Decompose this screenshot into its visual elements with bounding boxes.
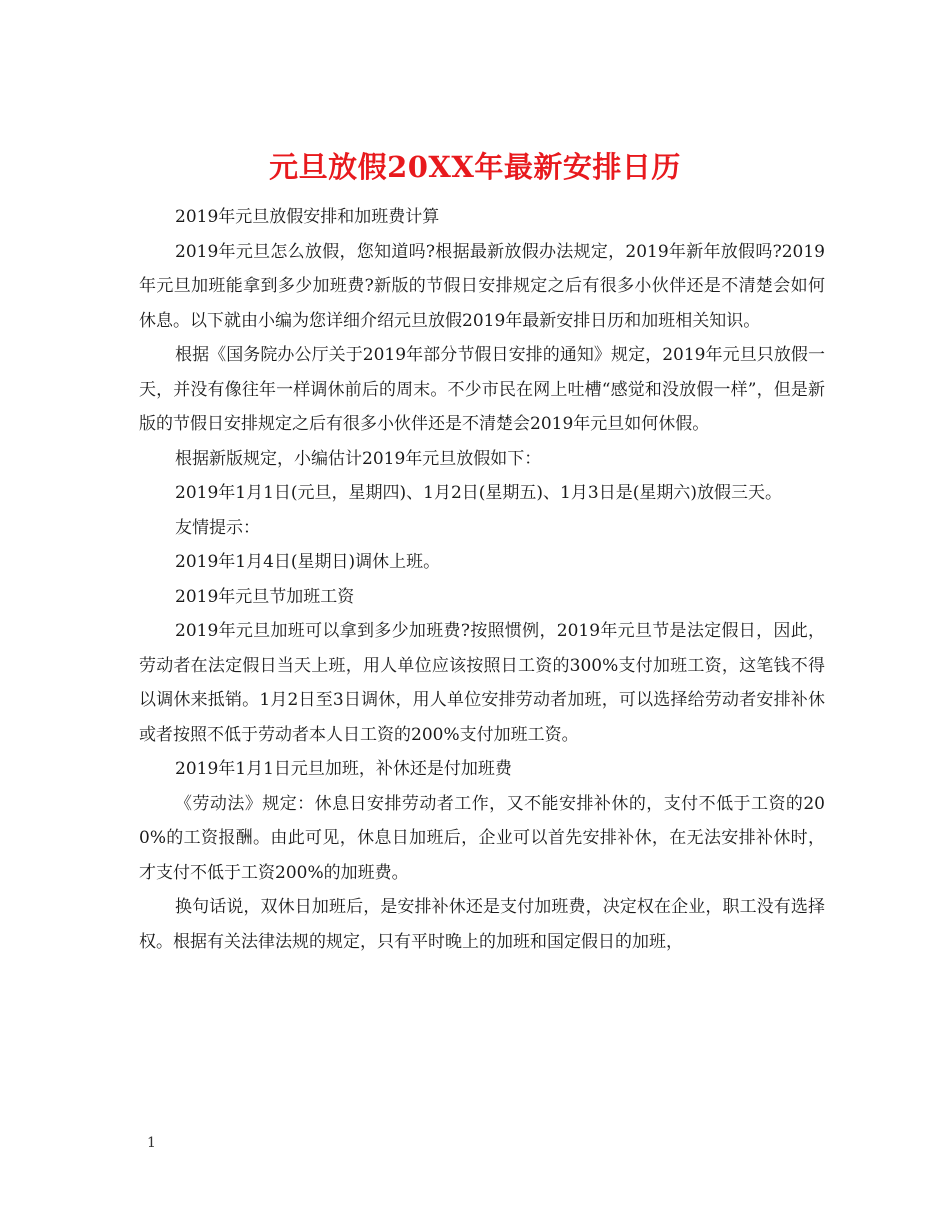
paragraph-estimate: 根据新版规定，小编估计2019年元旦放假如下：: [175, 448, 542, 469]
page-number: 1: [147, 1135, 156, 1151]
paragraph-labor-law: 《劳动法》规定：休息日安排劳动者工作，又不能安排补休的，支付不低于工资的200%的工资报酬。由此可见，休息日加班后，企业可以首先安排补休，在无法安排补休时，才支付不低于工资200%的加班费。: [139, 793, 825, 883]
paragraph-intro: 2019年元旦怎么放假，您知道吗?根据最新放假办法规定，2019年新年放假吗?2019年元旦加班能拿到多少加班费?新版的节假日安排规定之后有很多小伙伴还是不清楚会如何休息。以下就由小编为您详细介绍元旦放假2019年最新安排日历和加班相关知识。: [139, 241, 825, 331]
paragraph-overtime-pay: 2019年元旦加班可以拿到多少加班费?按照惯例，2019年元旦节是法定假日，因此，劳动者在法定假日当天上班，用人单位应该按照日工资的300%支付加班工资，这笔钱不得以调休来抵销。1月2日至3日调休，用人单位安排劳动者加班，可以选择给劳动者安排补休或者按照不低于劳动者本人日工资的200%支付加班工资。: [139, 621, 825, 745]
paragraph-dates: 2019年1月1日(元旦，星期四)、1月2日(星期五)、1月3日是(星期六)放假三天。: [175, 483, 782, 503]
paragraph-heading-2: 2019年元旦节加班工资: [175, 586, 355, 607]
document-title: 元旦放假20XX年最新安排日历: [269, 150, 681, 185]
paragraph-heading-1: 2019年元旦放假安排和加班费计算: [175, 207, 440, 227]
paragraph-conclusion: 换句话说，双休日加班后，是安排补休还是支付加班费，决定权在企业，职工没有选择权。根据有关法律法规的规定，只有平时晚上的加班和国定假日的加班，: [139, 897, 825, 952]
document-body: [139, 200, 825, 959]
paragraph-notice: 根据《国务院办公厅关于2019年部分节假日安排的通知》规定，2019年元旦只放假一天，并没有像往年一样调休前后的周末。不少市民在网上吐槽“感觉和没放假一样”，但是新版的节假日安排规定之后有很多小伙伴还是不清楚会2019年元旦如何休假。: [139, 345, 825, 434]
paragraph-tip-label: 友情提示：: [175, 517, 260, 538]
paragraph-heading-3: 2019年1月1日元旦加班，补休还是付加班费: [175, 759, 512, 779]
paragraph-tip: 2019年1月4日(星期日)调休上班。: [175, 552, 441, 572]
